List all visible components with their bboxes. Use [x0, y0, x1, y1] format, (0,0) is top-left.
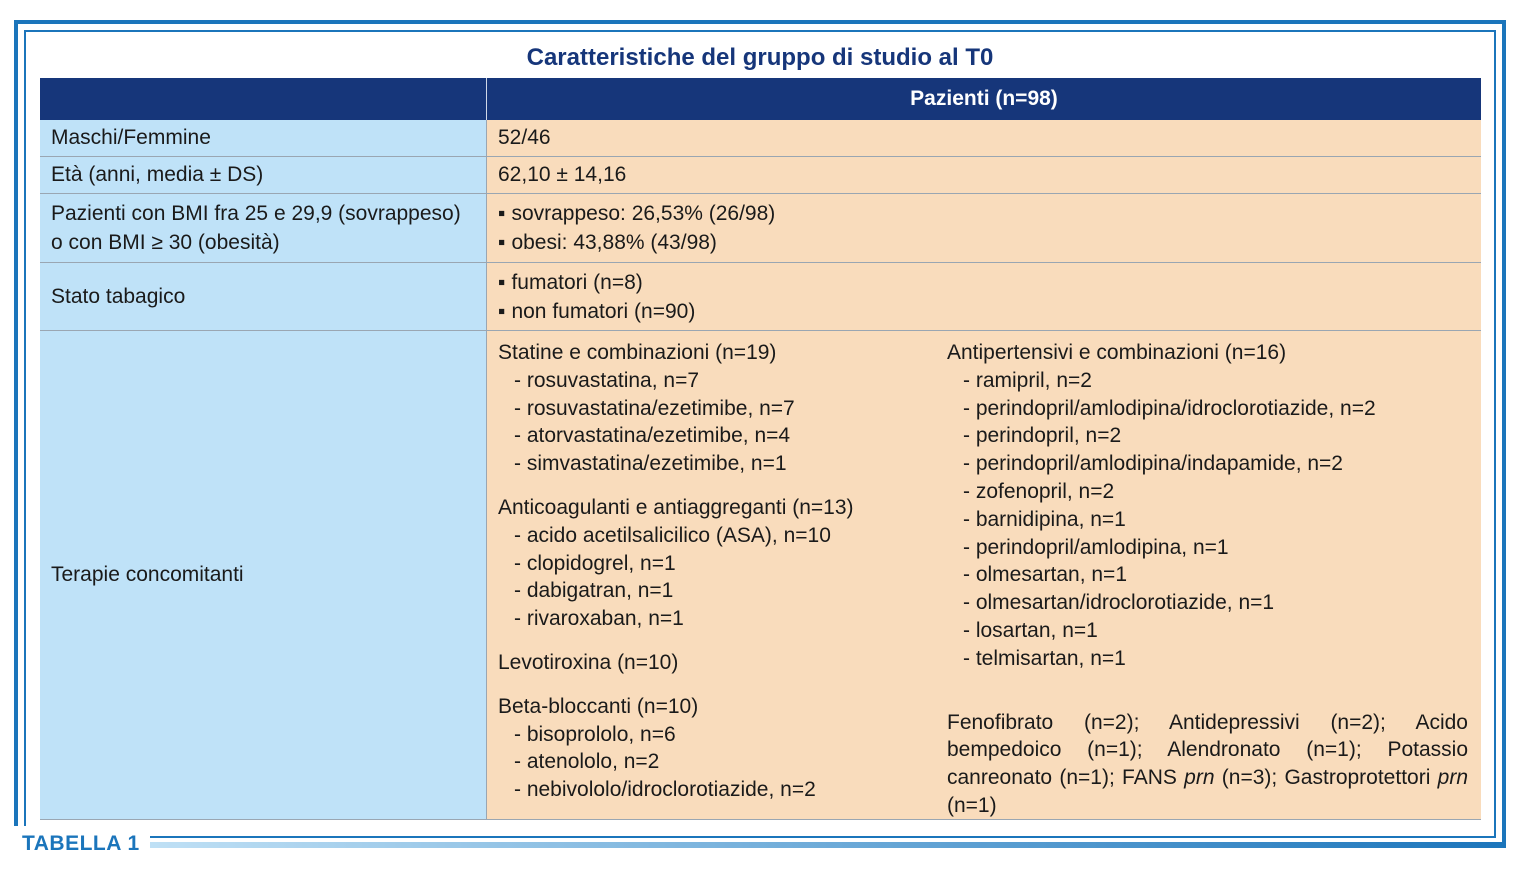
list-item: ▪ sovrappeso: 26,53% (26/98)	[498, 199, 1481, 228]
row-bmi	[40, 194, 1481, 263]
value-text: 52/46	[498, 126, 551, 149]
label-line: Pazienti con BMI fra 25 e 29,9 (sovrappeso)	[51, 202, 461, 225]
list-item: - atenololo, n=2	[514, 750, 660, 774]
label-line: o con BMI ≥ 30 (obesità)	[51, 231, 280, 254]
row-label: Età (anni, media ± DS)	[40, 157, 487, 193]
row-label: Stato tabagico	[40, 263, 487, 330]
row-label	[40, 194, 487, 262]
group-title: Beta-bloccanti (n=10)	[498, 694, 699, 718]
row-value	[487, 194, 1481, 262]
table-title: Caratteristiche del gruppo di studio al T0	[526, 44, 994, 71]
row-value	[487, 120, 1481, 156]
list-item: - ramipril, n=2	[963, 368, 1092, 392]
group-title: Anticoagulanti e antiaggreganti (n=13)	[498, 495, 854, 519]
row-value	[487, 157, 1481, 193]
list-item: - barnidipina, n=1	[963, 507, 1126, 531]
row-label: Terapie concomitanti	[40, 331, 487, 819]
therapy-column-right	[947, 339, 1468, 820]
row-value	[487, 331, 1481, 819]
list-item: - simvastatina/ezetimibe, n=1	[514, 452, 787, 476]
row-sex	[40, 120, 1481, 157]
group-title: Antipertensivi e combinazioni (n=16)	[947, 341, 1287, 364]
list-item: - bisoprololo, n=6	[514, 722, 676, 746]
list-item: - olmesartan, n=1	[963, 563, 1128, 587]
header-patients: Pazienti (n=98)	[910, 87, 1058, 110]
list-item: - rosuvastatina, n=7	[514, 368, 700, 392]
misc-text: Fenofibrato (n=2); Antidepressivi (n=2); Acido bempedoico (n=1); Alendronato (n=1); Potassio canreonato (n=1); FANS	[947, 710, 1468, 790]
misc-italic: prn	[1184, 766, 1215, 790]
list-item: ▪ non fumatori (n=90)	[498, 297, 1481, 326]
other-therapies	[947, 709, 1468, 820]
list-item: ▪ fumatori (n=8)	[498, 268, 1481, 297]
row-smoking	[40, 263, 1481, 331]
value-text: 62,10 ± 14,16	[498, 163, 627, 186]
row-label: Maschi/Femmine	[40, 120, 487, 156]
list-item: - olmesartan/idroclorotiazide, n=1	[963, 591, 1275, 615]
list-item: - telmisartan, n=1	[963, 646, 1126, 670]
list-item: ▪ obesi: 43,88% (43/98)	[498, 228, 1481, 257]
header-empty-cell	[40, 78, 487, 120]
list-item: - nebivololo/idroclorotiazide, n=2	[514, 778, 816, 802]
list-item: - perindopril, n=2	[963, 424, 1122, 448]
list-item: - atorvastatina/ezetimibe, n=4	[514, 424, 791, 448]
group-title: Statine e combinazioni (n=19)	[498, 341, 777, 364]
list-item: - rosuvastatina/ezetimibe, n=7	[514, 396, 795, 420]
list-item: - perindopril/amlodipina/indapamide, n=2	[963, 452, 1343, 476]
misc-text: (n=3); Gastroprotettori	[1214, 766, 1438, 790]
group-title: Levotiroxina (n=10)	[498, 650, 679, 674]
list-item: - clopidogrel, n=1	[514, 551, 676, 575]
row-value	[487, 263, 1481, 330]
therapy-column-left	[498, 339, 947, 804]
table-header	[40, 78, 1481, 120]
list-item: - dabigatran, n=1	[514, 579, 674, 603]
row-age	[40, 157, 1481, 194]
list-item: - acido acetilsalicilico (ASA), n=10	[514, 523, 831, 547]
misc-text: (n=1)	[947, 793, 997, 817]
list-item: - losartan, n=1	[963, 618, 1098, 642]
list-item: - perindopril/amlodipina/idroclorotiazide, n=2	[963, 396, 1376, 420]
footer-rule	[150, 842, 1506, 848]
table-label: TABELLA 1	[22, 832, 140, 855]
list-item: - rivaroxaban, n=1	[514, 607, 684, 631]
list-item: - perindopril/amlodipina, n=1	[963, 535, 1229, 559]
data-table	[40, 78, 1481, 820]
list-item: - zofenopril, n=2	[963, 479, 1115, 503]
misc-italic: prn	[1437, 766, 1468, 790]
row-therapy	[40, 331, 1481, 820]
